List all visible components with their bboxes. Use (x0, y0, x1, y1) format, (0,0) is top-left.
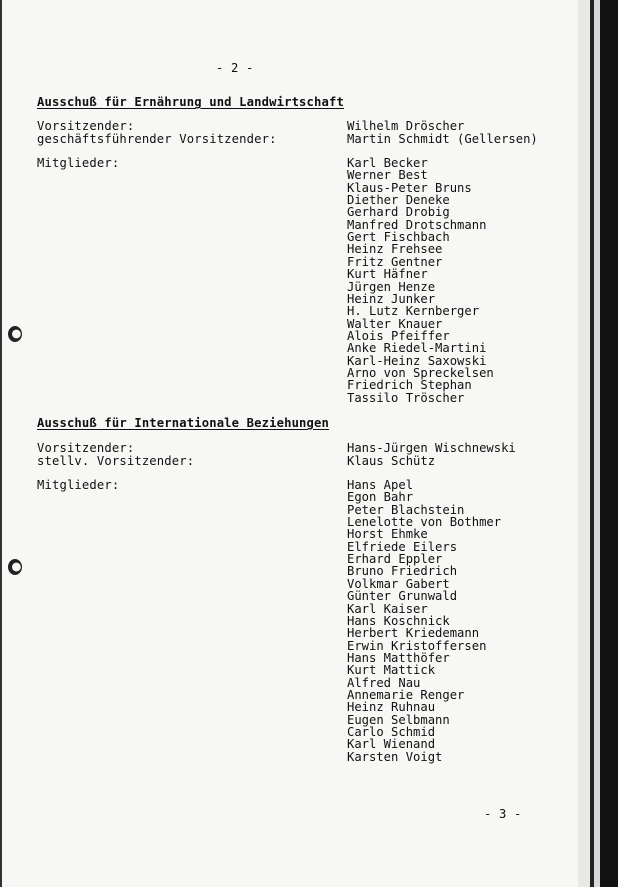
member-name: Karl-Heinz Saxowski (347, 353, 487, 368)
members-label: Mitglieder: (37, 156, 120, 170)
member-name: Jürgen Henze (347, 279, 436, 294)
member-name: Hans Matthöfer (347, 650, 450, 665)
member-name: Carlo Schmid (347, 725, 436, 739)
member-name: Arno von Spreckelsen (347, 365, 494, 380)
member-name: Egon Bahr (347, 490, 414, 505)
chair-label: Vorsitzender: (37, 119, 135, 133)
members-label: Mitglieder: (37, 478, 120, 492)
member-name: Kurt Häfner (347, 267, 428, 282)
member-name: Klaus-Peter Bruns (347, 180, 472, 195)
member-name: Diether Deneke (347, 193, 450, 208)
member-name: Lenelotte von Bothmer (347, 515, 502, 530)
member-name: Annemarie Renger (347, 687, 465, 702)
member-name: Werner Best (347, 168, 428, 183)
section-heading-agriculture: Ausschuß für Ernährung und Landwirtschaft (37, 95, 344, 109)
member-name: Friedrich Stephan (347, 378, 472, 393)
member-name: Erwin Kristoffersen (347, 638, 487, 653)
member-name: Eugen Selbmann (347, 712, 450, 727)
member-name: Alois Pfeiffer (347, 328, 450, 343)
member-name: Karl Wienand (347, 737, 436, 752)
member-name: Alfred Nau (347, 675, 421, 690)
member-name: Karsten Voigt (347, 749, 443, 764)
member-name: Peter Blachstein (347, 502, 465, 517)
member-name: Manfred Drotschmann (347, 217, 487, 232)
page-edge-shadow (578, 0, 618, 887)
member-name: Kurt Mattick (347, 663, 436, 678)
member-name: Horst Ehmke (347, 527, 428, 542)
member-name: Elfriede Eilers (347, 539, 458, 554)
member-name: Günter Grunwald (347, 589, 458, 604)
page-number-bottom: - 3 - (484, 807, 522, 821)
page-number-top: - 2 - (216, 61, 254, 75)
member-name: Hans Apel (347, 478, 414, 492)
member-name: Fritz Gentner (347, 254, 443, 269)
member-name: Heinz Junker (347, 291, 436, 306)
section-heading-international: Ausschuß für Internationale Beziehungen (37, 416, 330, 430)
member-name: Gerhard Drobig (347, 205, 450, 220)
member-name: Herbert Kriedemann (347, 626, 480, 641)
member-name: Walter Knauer (347, 316, 443, 331)
member-name: Karl Becker (347, 156, 428, 170)
member-name: H. Lutz Kernberger (347, 304, 480, 319)
exec-chair-name: Martin Schmidt (Gellersen) (347, 132, 538, 146)
member-name: Bruno Friedrich (347, 564, 458, 579)
exec-chair-label: geschäftsführender Vorsitzender: (37, 132, 277, 146)
member-name: Tassilo Tröscher (347, 390, 465, 405)
chair-label: Vorsitzender: (37, 441, 135, 455)
member-name: Volkmar Gabert (347, 576, 450, 591)
punch-hole-mark (8, 326, 22, 342)
deputy-chair-name: Klaus Schütz (347, 454, 436, 468)
member-name: Anke Riedel-Martini (347, 341, 487, 356)
chair-name: Hans-Jürgen Wischnewski (347, 441, 516, 455)
member-name: Gert Fischbach (347, 230, 450, 245)
member-name: Erhard Eppler (347, 552, 443, 567)
member-name: Heinz Frehsee (347, 242, 443, 257)
member-name: Karl Kaiser (347, 601, 428, 616)
deputy-chair-label: stellv. Vorsitzender: (37, 454, 195, 468)
member-name: Heinz Ruhnau (347, 700, 436, 715)
chair-name: Wilhelm Dröscher (347, 119, 465, 133)
member-name: Hans Koschnick (347, 613, 450, 628)
punch-hole-mark (8, 559, 22, 575)
